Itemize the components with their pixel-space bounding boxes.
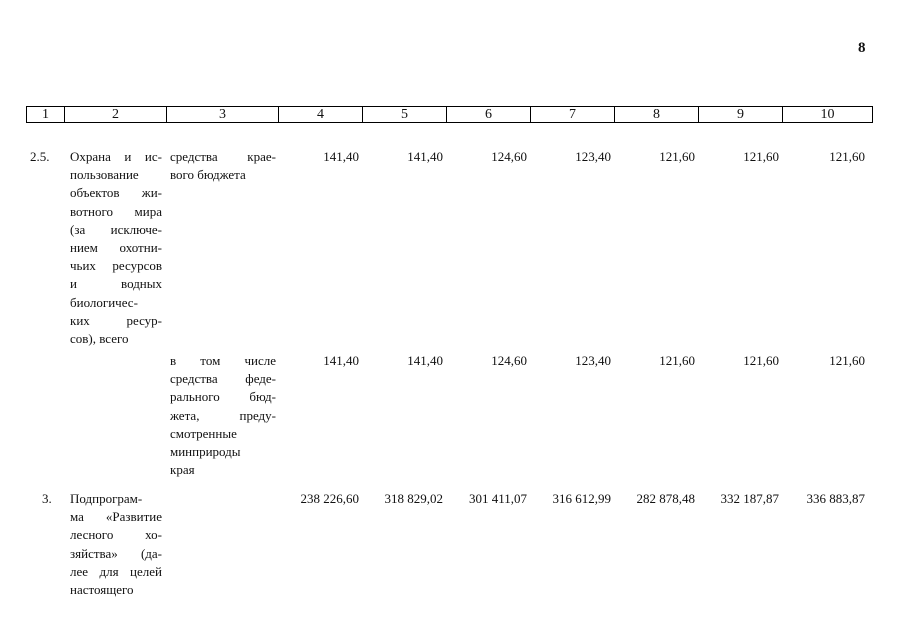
column-number: 9: [699, 107, 783, 123]
value-cell: 301 411,07: [468, 491, 527, 506]
row-funding-source: средства крае- вого бюджета: [170, 149, 276, 183]
value-cell: 123,40: [575, 353, 611, 368]
value-cell: 141,40: [323, 353, 359, 368]
value-cell: 121,60: [743, 353, 779, 368]
column-number: 1: [27, 107, 65, 123]
value-cell: 238 226,60: [300, 491, 359, 506]
column-number: 2: [65, 107, 167, 123]
page-number: 8: [858, 40, 866, 56]
column-number: 5: [363, 107, 447, 123]
value-cell: 121,60: [829, 353, 865, 368]
row-code: 3.: [42, 491, 52, 506]
row-code: 2.5.: [30, 149, 50, 164]
value-cell: 124,60: [491, 353, 527, 368]
value-cell: 121,60: [829, 149, 865, 164]
value-cell: 141,40: [407, 149, 443, 164]
column-number: 6: [447, 107, 531, 123]
row-name: Охрана и ис- пользование объектов жи- вотного мира (за исключе- нием охотни- чьих ресурсов и водных биологичес- ких ресур- сов), всего: [70, 149, 162, 347]
column-number: 10: [783, 107, 873, 123]
value-cell: 141,40: [323, 149, 359, 164]
column-number: 8: [615, 107, 699, 123]
row-funding-source: в том числе средства феде- рального бюд- жета, преду- смотренные минприроды края: [170, 353, 276, 478]
value-cell: 121,60: [659, 149, 695, 164]
value-cell: 282 878,48: [636, 491, 695, 506]
column-number-row: [26, 106, 873, 123]
value-cell: 121,60: [743, 149, 779, 164]
value-cell: 121,60: [659, 353, 695, 368]
value-cell: 336 883,87: [806, 491, 865, 506]
value-cell: 318 829,02: [384, 491, 443, 506]
value-cell: 124,60: [491, 149, 527, 164]
column-number: 3: [167, 107, 279, 123]
value-cell: 141,40: [407, 353, 443, 368]
value-cell: 332 187,87: [720, 491, 779, 506]
column-number: 7: [531, 107, 615, 123]
row-name: Подпрограм- ма «Развитие лесного хо- зяйства» (да- лее для целей настоящего: [70, 491, 162, 598]
value-cell: 123,40: [575, 149, 611, 164]
value-cell: 316 612,99: [552, 491, 611, 506]
column-number: 4: [279, 107, 363, 123]
